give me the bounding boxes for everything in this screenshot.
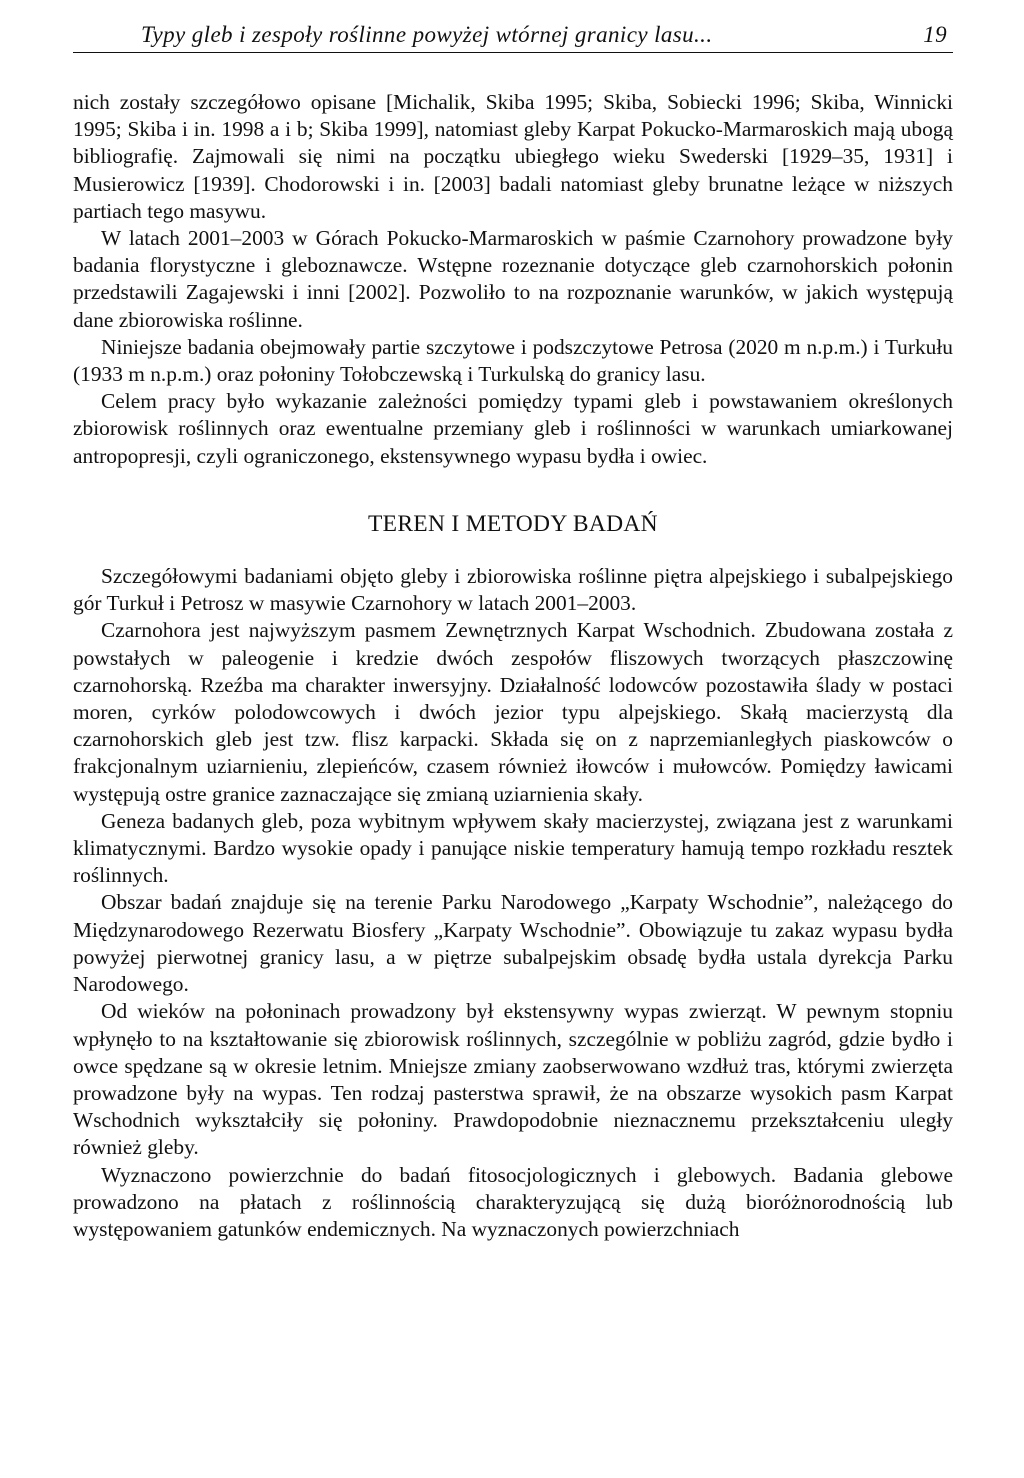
- running-header: [73, 22, 953, 53]
- document-page: [73, 22, 953, 1243]
- paragraph: W latach 2001–2003 w Górach Pokucko-Marmaroskich w paśmie Czarnohory prowadzone były badania florystyczne i gleboznawcze. Wstępne rozeznanie dotyczące gleb czarnohorskich połonin przedstawili Zagajewski i inni [2002]. Pozwoliło to na rozpoznanie warunków, w jakich występują dane zbiorowiska roślinne.: [73, 226, 953, 332]
- paragraph: Wyznaczono powierzchnie do badań fitosocjologicznych i glebowych. Badania glebowe prowadzono na płatach z roślinnością charakteryzującą się dużą bioróżnorodnością lub występowaniem gatunków endemicznych. Na wyznaczonych powierzchniach: [73, 1162, 953, 1241]
- paragraph: Obszar badań znajduje się na terenie Parku Narodowego „Karpaty Wschodnie”, należącego do Międzynarodowego Rezerwatu Biosfery „Karpaty Wschodnie”. Obowiązuje tu zakaz wypasu bydła powyżej pierwotnej granicy lasu, a w piętrze subalpejskim obsadę bydła ustala dyrekcja Parku Narodowego.: [73, 890, 953, 997]
- paragraph: Czarnohora jest najwyższym pasmem Zewnętrznych Karpat Wschodnich. Zbudowana została z powstałych w paleogenie i kredzie dwóch zespołów fliszowych tworzących płaszczowinę czarnohorską. Rzeźba ma charakter inwersyjny. Działalność lodowców pozostawiła ślady w postaci moren, cyrków polodowcowych i dwóch jezior typu alpejskiego. Skałą macierzystą dla czarnohorskich gleb jest tzw. flisz karpacki. Składa się on z naprzemianległych piaskowców o frakcjonalnym uziarnieniu, zlepieńców, czasem również iłowców i mułowców. Pomiędzy ławicami występują ostre granice zaznaczające się zmianą uziarnienia skały.: [73, 618, 953, 806]
- page-number: 19: [923, 22, 947, 47]
- paragraph: Niniejsze badania obejmowały partie szczytowe i podszczytowe Petrosa (2020 m n.p.m.) i Turkułu (1933 m n.p.m.) oraz połoniny Tołobczewską i Turkulską do granicy lasu.: [73, 334, 953, 387]
- paragraph: Celem pracy było wykazanie zależności pomiędzy typami gleb i powstawaniem określonych zbiorowisk roślinnych oraz ewentualne przemiany gleb i roślinności w warunkach umiarkowanej antropopresji, czyli ograniczonego, ekstensywnego wypasu bydła i owiec.: [73, 389, 953, 468]
- running-title: Typy gleb i zespoły roślinne powyżej wtórnej granicy lasu...: [141, 22, 713, 47]
- section-heading: TEREN I METODY BADAŃ: [368, 510, 658, 537]
- paragraph-continued: nich zostały szczegółowo opisane [Michalik, Skiba 1995; Skiba, Sobiecki 1996; Skiba, Winnicki 1995; Skiba i in. 1998 a i b; Skiba 1999], natomiast gleby Karpat Pokucko-Marmaroskich mają ubogą bibliografię. Zajmowali się nimi na początku ubiegłego wieku Swederski [1929–35, 1931] i Musierowicz [1939]. Chodorowski i in. [2003] badali natomiast gleby brunatne leżące w niższych partiach tego masywu.: [73, 90, 953, 223]
- body-text: [73, 89, 953, 1243]
- paragraph: Geneza badanych gleb, poza wybitnym wpływem skały macierzystej, związana jest z warunkami klimatycznymi. Bardzo wysokie opady i panujące niskie temperatury hamują tempo rozkładu resztek roślinnych.: [73, 808, 953, 888]
- paragraph: Szczegółowymi badaniami objęto gleby i zbiorowiska roślinne piętra alpejskiego i subalpejskiego gór Turkuł i Petrosz w masywie Czarnohory w latach 2001–2003.: [73, 564, 953, 616]
- paragraph: Od wieków na połoninach prowadzony był ekstensywny wypas zwierząt. W pewnym stopniu wpłynęło to na kształtowanie się zbiorowisk roślinnych, szczególnie w pobliżu zagród, gdzie bydło i owce spędzane są w okresie letnim. Mniejsze zmiany zaobserwowano wzdłuż tras, którymi zwierzęta prowadzone były na wypas. Ten rodzaj pasterstwa sprawił, że na obszarze wysokich pasm Karpat Wschodnich wykształciły się połoniny. Prawdopodobnie nieznacznemu przekształceniu uległy również gleby.: [73, 999, 953, 1160]
